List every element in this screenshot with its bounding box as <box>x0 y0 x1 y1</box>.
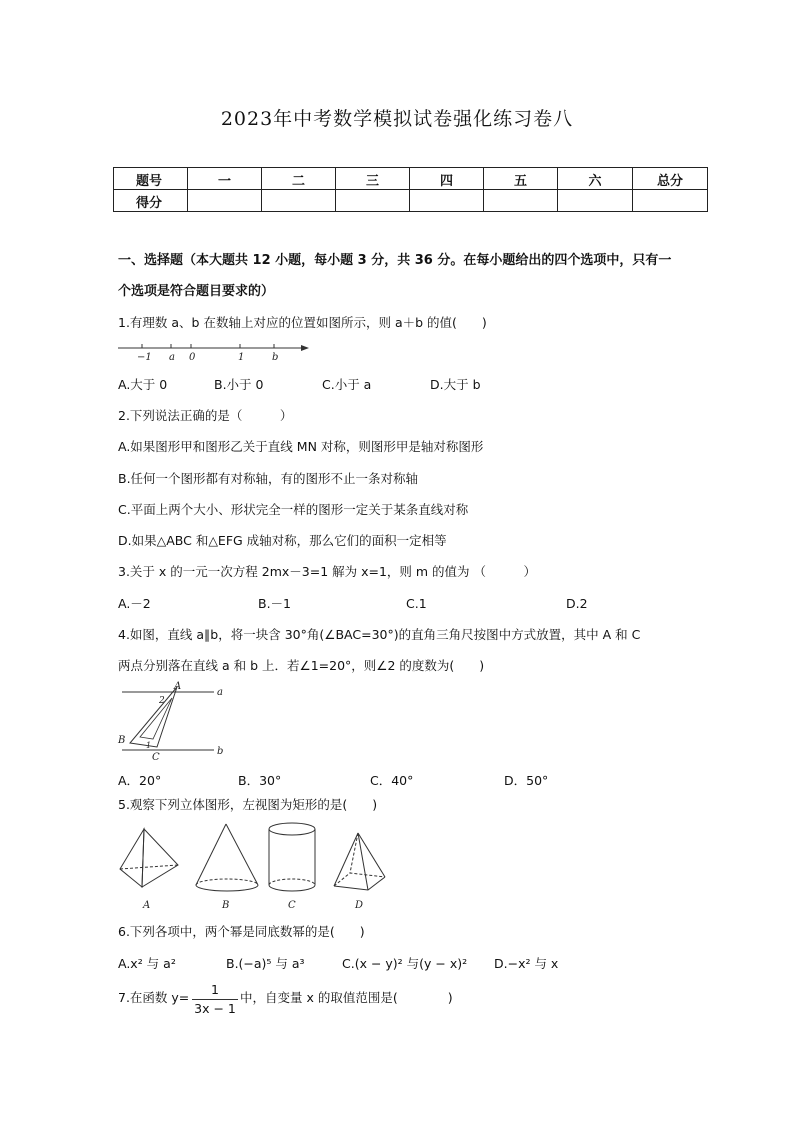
score-header-cell: 四 <box>410 168 484 190</box>
label-2: 2 <box>159 696 165 706</box>
q3-option-b: B.－1 <box>258 596 292 611</box>
solid-label-d: D <box>355 900 364 911</box>
score-cell <box>410 190 484 212</box>
score-table <box>113 167 708 212</box>
q6-option-c: C.(x − y)² 与(y − x)² <box>342 956 468 971</box>
q2-option-c: C.平面上两个大小、形状完全一样的图形一定关于某条直线对称 <box>118 502 469 517</box>
solid-label-c: C <box>288 900 296 911</box>
q7-prefix: 7.在函数 y= <box>118 990 190 1005</box>
q3-option-d: D.2 <box>566 596 588 611</box>
fraction-denominator: 3x − 1 <box>194 1000 236 1016</box>
q4-parallel-lines-figure <box>114 681 232 763</box>
solid-b-cone <box>196 824 258 891</box>
q4-stem-line2: 两点分别落在直线 a 和 b 上．若∠1=20°，则∠2 的度数为( ) <box>118 658 485 673</box>
solid-c-cylinder <box>269 823 315 891</box>
score-header-cell: 二 <box>262 168 336 190</box>
score-cell <box>262 190 336 212</box>
q2-option-a: A.如果图形甲和图形乙关于直线 MN 对称，则图形甲是轴对称图形 <box>118 439 484 454</box>
solid-label-a: A <box>143 900 151 911</box>
q1-stem: 1.有理数 a、b 在数轴上对应的位置如图所示，则 a＋b 的值( ) <box>118 315 487 330</box>
q3-option-c: C.1 <box>406 596 427 611</box>
q6-option-b: B.(−a)⁵ 与 a³ <box>226 956 305 971</box>
score-header-cell: 题号 <box>114 168 188 190</box>
fraction-numerator: 1 <box>192 984 238 1000</box>
solid-d-square-pyramid <box>334 833 385 890</box>
q4-stem-line1: 4.如图，直线 a∥b，将一块含 30°角(∠BAC=30°)的直角三角尺按图中方式放置，其中 A 和 C <box>118 627 641 642</box>
q1-option-a: A.大于 0 <box>118 377 168 392</box>
label-a: a <box>217 687 223 698</box>
q2-option-d: D.如果△ABC 和△EFG 成轴对称，那么它们的面积一定相等 <box>118 533 447 548</box>
label-1: 1 <box>146 741 152 750</box>
tick-label: 1 <box>238 352 245 363</box>
score-header-cell: 总分 <box>633 168 708 190</box>
q3-stem: 3.关于 x 的一元一次方程 2mx－3=1 解为 x=1，则 m 的值为 （ ） <box>118 564 537 579</box>
q7-fraction <box>192 984 238 1015</box>
q1-option-d: D.大于 b <box>430 377 481 392</box>
label-C: C <box>152 752 160 763</box>
label-b: b <box>217 746 224 757</box>
score-cell <box>484 190 558 212</box>
tick-label: −1 <box>137 352 152 363</box>
score-cell <box>558 190 633 212</box>
number-line-arrow-icon <box>301 345 309 351</box>
score-table-score-row <box>114 190 708 212</box>
q5-solids-figure <box>110 819 400 914</box>
section-heading-line1: 一、选择题（本大题共 12 小题，每小题 3 分，共 36 分。在每小题给出的四个选项中，只有一 <box>118 253 672 268</box>
q4-option-c: C．40° <box>370 773 414 788</box>
tick-label: 0 <box>189 352 196 363</box>
page-title: 2023年中考数学模拟试卷强化练习卷八 <box>220 108 574 130</box>
q6-option-a: A.x² 与 a² <box>118 956 176 971</box>
score-cell <box>336 190 410 212</box>
q4-option-d: D．50° <box>504 773 549 788</box>
score-header-cell: 六 <box>558 168 633 190</box>
section-heading-line2: 个选项是符合题目要求的） <box>118 284 275 299</box>
triangle-ruler-inner <box>140 698 172 739</box>
q1-number-line-figure <box>116 341 316 363</box>
tick-label: a <box>169 352 175 363</box>
score-header-cell: 三 <box>336 168 410 190</box>
tick-label: b <box>272 352 279 363</box>
q6-option-d: D.−x² 与 x <box>494 956 559 971</box>
q4-option-a: A．20° <box>118 773 162 788</box>
q2-stem: 2.下列说法正确的是（ ） <box>118 408 293 423</box>
label-B: B <box>118 735 126 746</box>
q6-stem: 6.下列各项中，两个幂是同底数幂的是( ) <box>118 924 365 939</box>
label-A: A <box>174 681 182 692</box>
score-header-cell: 一 <box>188 168 262 190</box>
q1-option-c: C.小于 a <box>322 377 372 392</box>
score-header-cell: 五 <box>484 168 558 190</box>
q1-option-b: B.小于 0 <box>214 377 264 392</box>
solid-label-b: B <box>222 900 230 911</box>
q7-suffix: 中，自变量 x 的取值范围是( ) <box>240 990 453 1005</box>
q3-option-a: A.－2 <box>118 596 151 611</box>
q4-option-b: B．30° <box>238 773 282 788</box>
q2-option-b: B.任何一个图形都有对称轴，有的图形不止一条对称轴 <box>118 471 419 486</box>
q5-stem: 5.观察下列立体图形，左视图为矩形的是( ) <box>118 797 378 812</box>
score-row-label: 得分 <box>114 190 188 212</box>
score-cell <box>633 190 708 212</box>
score-cell <box>188 190 262 212</box>
solid-a-pyramid <box>120 829 178 887</box>
score-table-header-row <box>114 168 708 190</box>
